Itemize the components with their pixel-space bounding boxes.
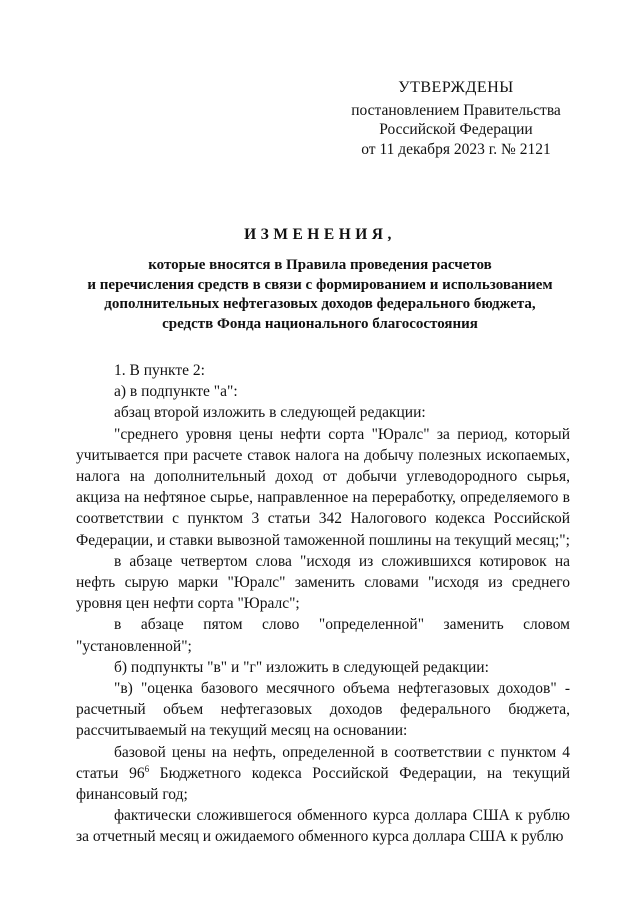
paragraph-6: в абзаце пятом слово "определенной" заменить словом "установленной"; [76, 616, 570, 655]
heading-line-2: и перечисления средств в связи с формированием и использованием [87, 276, 553, 293]
approval-line-3: от 11 декабря 2023 г. № 2121 [361, 140, 551, 158]
paragraph-8: "в) "оценка базового месячного объема нефтегазовых доходов" - расчетный объем нефтегазовых доходов федерального бюджета, рассчитываемый на текущий месяц на основании: [76, 680, 570, 740]
document-heading [72, 226, 568, 334]
heading-line-4: средств Фонда национального благосостояния [162, 315, 478, 332]
approval-line-2: Российской Федерации [379, 121, 533, 138]
heading-line-3: дополнительных нефтегазовых доходов федерального бюджета, [104, 296, 536, 312]
approval-label: УТВЕРЖДЕНЫ [398, 79, 514, 96]
paragraph-9 [76, 742, 570, 806]
paragraph-3: абзац второй изложить в следующей редакции: [114, 404, 426, 422]
paragraph-4: "среднего уровня цены нефти сорта "Юралс" за период, который учитывается при расчете ставок налога на добычу полезных ископаемых, налога на дополнительный доход от добычи углеводородного сырья, акциза на нефтяное сырье, направленное на переработку, определяемого в соответствии с пунктом 3 статьи 342 Налогового кодекса Российской Федерации, и ставки вывозной таможенной пошлины на текущий месяц;"; [76, 425, 570, 549]
document-title: ИЗМЕНЕНИЯ, [244, 226, 396, 243]
heading-line-1: которые вносятся в Правила проведения расчетов [148, 257, 492, 273]
article-superscript: 6 [144, 763, 150, 774]
paragraph-7: б) подпункты "в" и "г" изложить в следующей редакции: [114, 658, 489, 676]
paragraph-5: в абзаце четвертом слова "исходя из сложившихся котировок на нефть сырую марки "Юралс" заменить словами "исходя из среднего уровня цен нефти сорта "Юралс"; [76, 552, 570, 613]
paragraph-1: 1. В пункте 2: [114, 362, 205, 379]
document-body [76, 360, 570, 848]
paragraph-9-end: Бюджетного кодекса Российской Федерации, на текущий финансовый год; [76, 764, 570, 804]
paragraph-2: а) в подпункте "а": [114, 383, 238, 401]
paragraph-10: фактически сложившегося обменного курса доллара США к рублю за отчетный месяц и ожидаемого обменного курса доллара США к рублю [76, 807, 570, 846]
approval-line-1: постановлением Правительства [351, 101, 561, 119]
approval-block [340, 78, 572, 159]
paragraph-9-start: базовой цены на нефть, определенной в соответствии с пунктом 4 статьи 96 [76, 743, 570, 782]
